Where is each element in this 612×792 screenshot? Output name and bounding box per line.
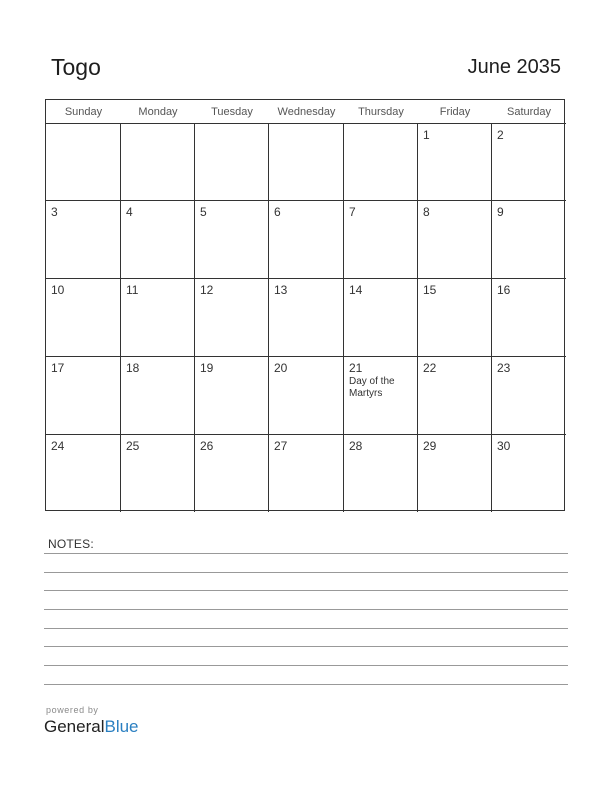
weekday-header-sunday: Sunday (46, 100, 121, 124)
day-cell (195, 435, 269, 512)
day-cell (195, 124, 269, 201)
note-line (44, 646, 568, 647)
day-number: 1 (423, 128, 430, 142)
day-cell (418, 357, 492, 435)
day-cell (121, 279, 195, 357)
day-cell (492, 357, 566, 435)
day-cell (46, 435, 121, 512)
day-number: 3 (51, 205, 58, 219)
day-number: 13 (274, 283, 288, 297)
day-cell (46, 357, 121, 435)
weekday-header-friday: Friday (418, 100, 492, 124)
day-cell (195, 201, 269, 279)
day-number: 24 (51, 439, 65, 453)
day-number: 29 (423, 439, 437, 453)
note-line (44, 665, 568, 666)
day-cell (418, 435, 492, 512)
month-year-title: June 2035 (467, 56, 561, 78)
day-number: 16 (497, 283, 511, 297)
holiday-event: Day of the Martyrs (349, 376, 395, 399)
day-cell (418, 124, 492, 201)
day-number: 5 (200, 205, 207, 219)
day-number: 28 (349, 439, 363, 453)
day-number: 26 (200, 439, 214, 453)
powered-by-text: powered by (46, 705, 99, 715)
day-number: 19 (200, 361, 214, 375)
day-number: 12 (200, 283, 214, 297)
day-cell (46, 124, 121, 201)
day-cell (344, 435, 418, 512)
day-number: 15 (423, 283, 437, 297)
day-cell (121, 201, 195, 279)
note-line (44, 572, 568, 573)
note-line (44, 628, 568, 629)
day-cell (46, 279, 121, 357)
day-cell (269, 279, 344, 357)
day-number: 23 (497, 361, 511, 375)
note-line (44, 609, 568, 610)
note-line (44, 684, 568, 685)
day-number: 8 (423, 205, 430, 219)
calendar-grid (45, 99, 565, 511)
day-cell (269, 201, 344, 279)
day-cell (269, 124, 344, 201)
day-number: 27 (274, 439, 288, 453)
generalblue-logo (44, 717, 139, 737)
day-cell (344, 124, 418, 201)
logo-general: General (44, 717, 105, 736)
day-cell (269, 357, 344, 435)
day-cell (121, 124, 195, 201)
weekday-header-wednesday: Wednesday (269, 100, 344, 124)
weekday-header-tuesday: Tuesday (195, 100, 269, 124)
day-cell (195, 357, 269, 435)
day-number: 17 (51, 361, 65, 375)
day-number: 6 (274, 205, 281, 219)
weekday-header-monday: Monday (121, 100, 195, 124)
notes-label: NOTES: (48, 537, 94, 551)
day-cell (121, 435, 195, 512)
day-number: 4 (126, 205, 133, 219)
day-cell (344, 279, 418, 357)
day-cell (492, 279, 566, 357)
day-number: 30 (497, 439, 511, 453)
note-line (44, 590, 568, 591)
day-cell (418, 279, 492, 357)
day-cell (121, 357, 195, 435)
day-cell (492, 201, 566, 279)
day-number: 25 (126, 439, 140, 453)
day-cell (344, 357, 418, 435)
day-number: 21 (349, 361, 363, 375)
day-number: 22 (423, 361, 437, 375)
day-number: 11 (126, 283, 139, 297)
day-cell (46, 201, 121, 279)
day-cell (344, 201, 418, 279)
day-number: 2 (497, 128, 504, 142)
day-cell (492, 124, 566, 201)
note-line (44, 553, 568, 554)
day-number: 18 (126, 361, 140, 375)
day-number: 14 (349, 283, 363, 297)
day-number: 10 (51, 283, 65, 297)
day-cell (269, 435, 344, 512)
weekday-header-saturday: Saturday (492, 100, 566, 124)
day-cell (418, 201, 492, 279)
day-number: 9 (497, 205, 504, 219)
day-number: 20 (274, 361, 288, 375)
day-cell (195, 279, 269, 357)
weekday-header-thursday: Thursday (344, 100, 418, 124)
day-number: 7 (349, 205, 356, 219)
country-title: Togo (51, 54, 101, 80)
logo-blue: Blue (104, 717, 139, 736)
day-cell (492, 435, 566, 512)
